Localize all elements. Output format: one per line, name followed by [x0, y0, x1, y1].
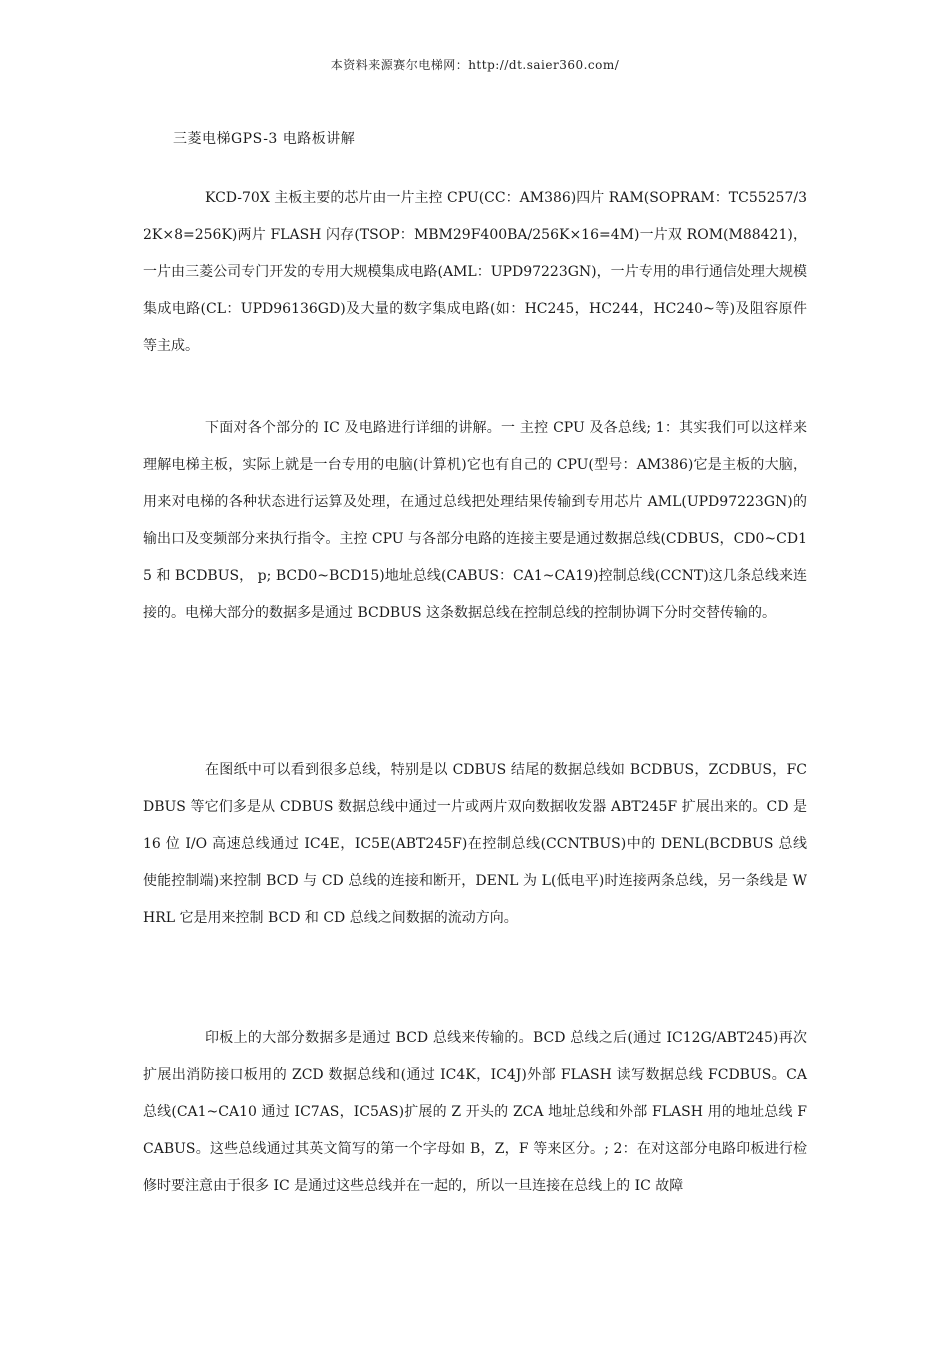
paragraph-bcd-bus: 印板上的大部分数据多是通过 BCD 总线来传输的。BCD 总线之后(通过 IC12G/ABT245)再次扩展出消防接口板用的 ZCD 数据总线和(通过 IC4K，IC4J)外部 FLASH 读写数据总线 FCDBUS。CA 总线(CA1~CA10 通过 IC7AS，IC5AS)扩展的 Z 开头的 ZCA 地址总线和外部 FLASH 用的地址总线 FCABUS。这些总线通过其英文简写的第一个字母如 B，Z，F 等来区分。; 2：在对这部分电路印板进行检修时要注意由于很多 IC 是通过这些总线并在一起的，所以一旦连接在总线上的 IC 故障	[143, 1030, 807, 1194]
source-note: 本资料来源赛尔电梯网：http://dt.saier360.com/	[330, 58, 620, 72]
paragraph-mainboard-chips: KCD-70X 主板主要的芯片由一片主控 CPU(CC：AM386)四片 RAM(SOPRAM：TC55257/32K×8=256K)两片 FLASH 闪存(TSOP：MBM29F400BA/256K×16=4M)一片双 ROM(M88421)，一片由三菱公司专门开发的专用大规模集成电路(AML：UPD97223GN)，一片专用的串行通信处理大规模集成电路(CL：UPD96136GD)及大量的数字集成电路(如：HC245，HC244，HC240~等)及阻容原件等主成。	[143, 190, 807, 354]
document-title: 三菱电梯GPS-3 电路板讲解	[173, 131, 356, 147]
paragraph-cpu-buses: 下面对各个部分的 IC 及电路进行详细的讲解。一 主控 CPU 及各总线; 1：其实我们可以这样来理解电梯主板，实际上就是一台专用的电脑(计算机)它也有自己的 CPU(型号：AM386)它是主板的大脑，用来对电梯的各种状态进行运算及处理，在通过总线把处理结果传输到专用芯片 AML(UPD97223GN)的输出口及变频部分来执行指令。主控 CPU 与各部分电路的连接主要是通过数据总线(CDBUS，CD0~CD15 和 BCDBUS， p; BCD0~BCD15)地址总线(CABUS：CA1~CA19)控制总线(CCNT)这几条总线来连接的。电梯大部分的数据多是通过 BCDBUS 这条数据总线在控制总线的控制协调下分时交替传输的。	[143, 420, 807, 621]
paragraph-cdbus: 在图纸中可以看到很多总线，特别是以 CDBUS 结尾的数据总线如 BCDBUS，ZCDBUS，FCDBUS 等它们多是从 CDBUS 数据总线中通过一片或两片双向数据收发器 ABT245F 扩展出来的。CD 是 16 位 I/O 高速总线通过 IC4E，IC5E(ABT245F)在控制总线(CCNTBUS)中的 DENL(BCDBUS 总线使能控制端)来控制 BCD 与 CD 总线的连接和断开，DENL 为 L(低电平)时连接两条总线，另一条线是 WHRL 它是用来控制 BCD 和 CD 总线之间数据的流动方向。	[143, 762, 807, 926]
